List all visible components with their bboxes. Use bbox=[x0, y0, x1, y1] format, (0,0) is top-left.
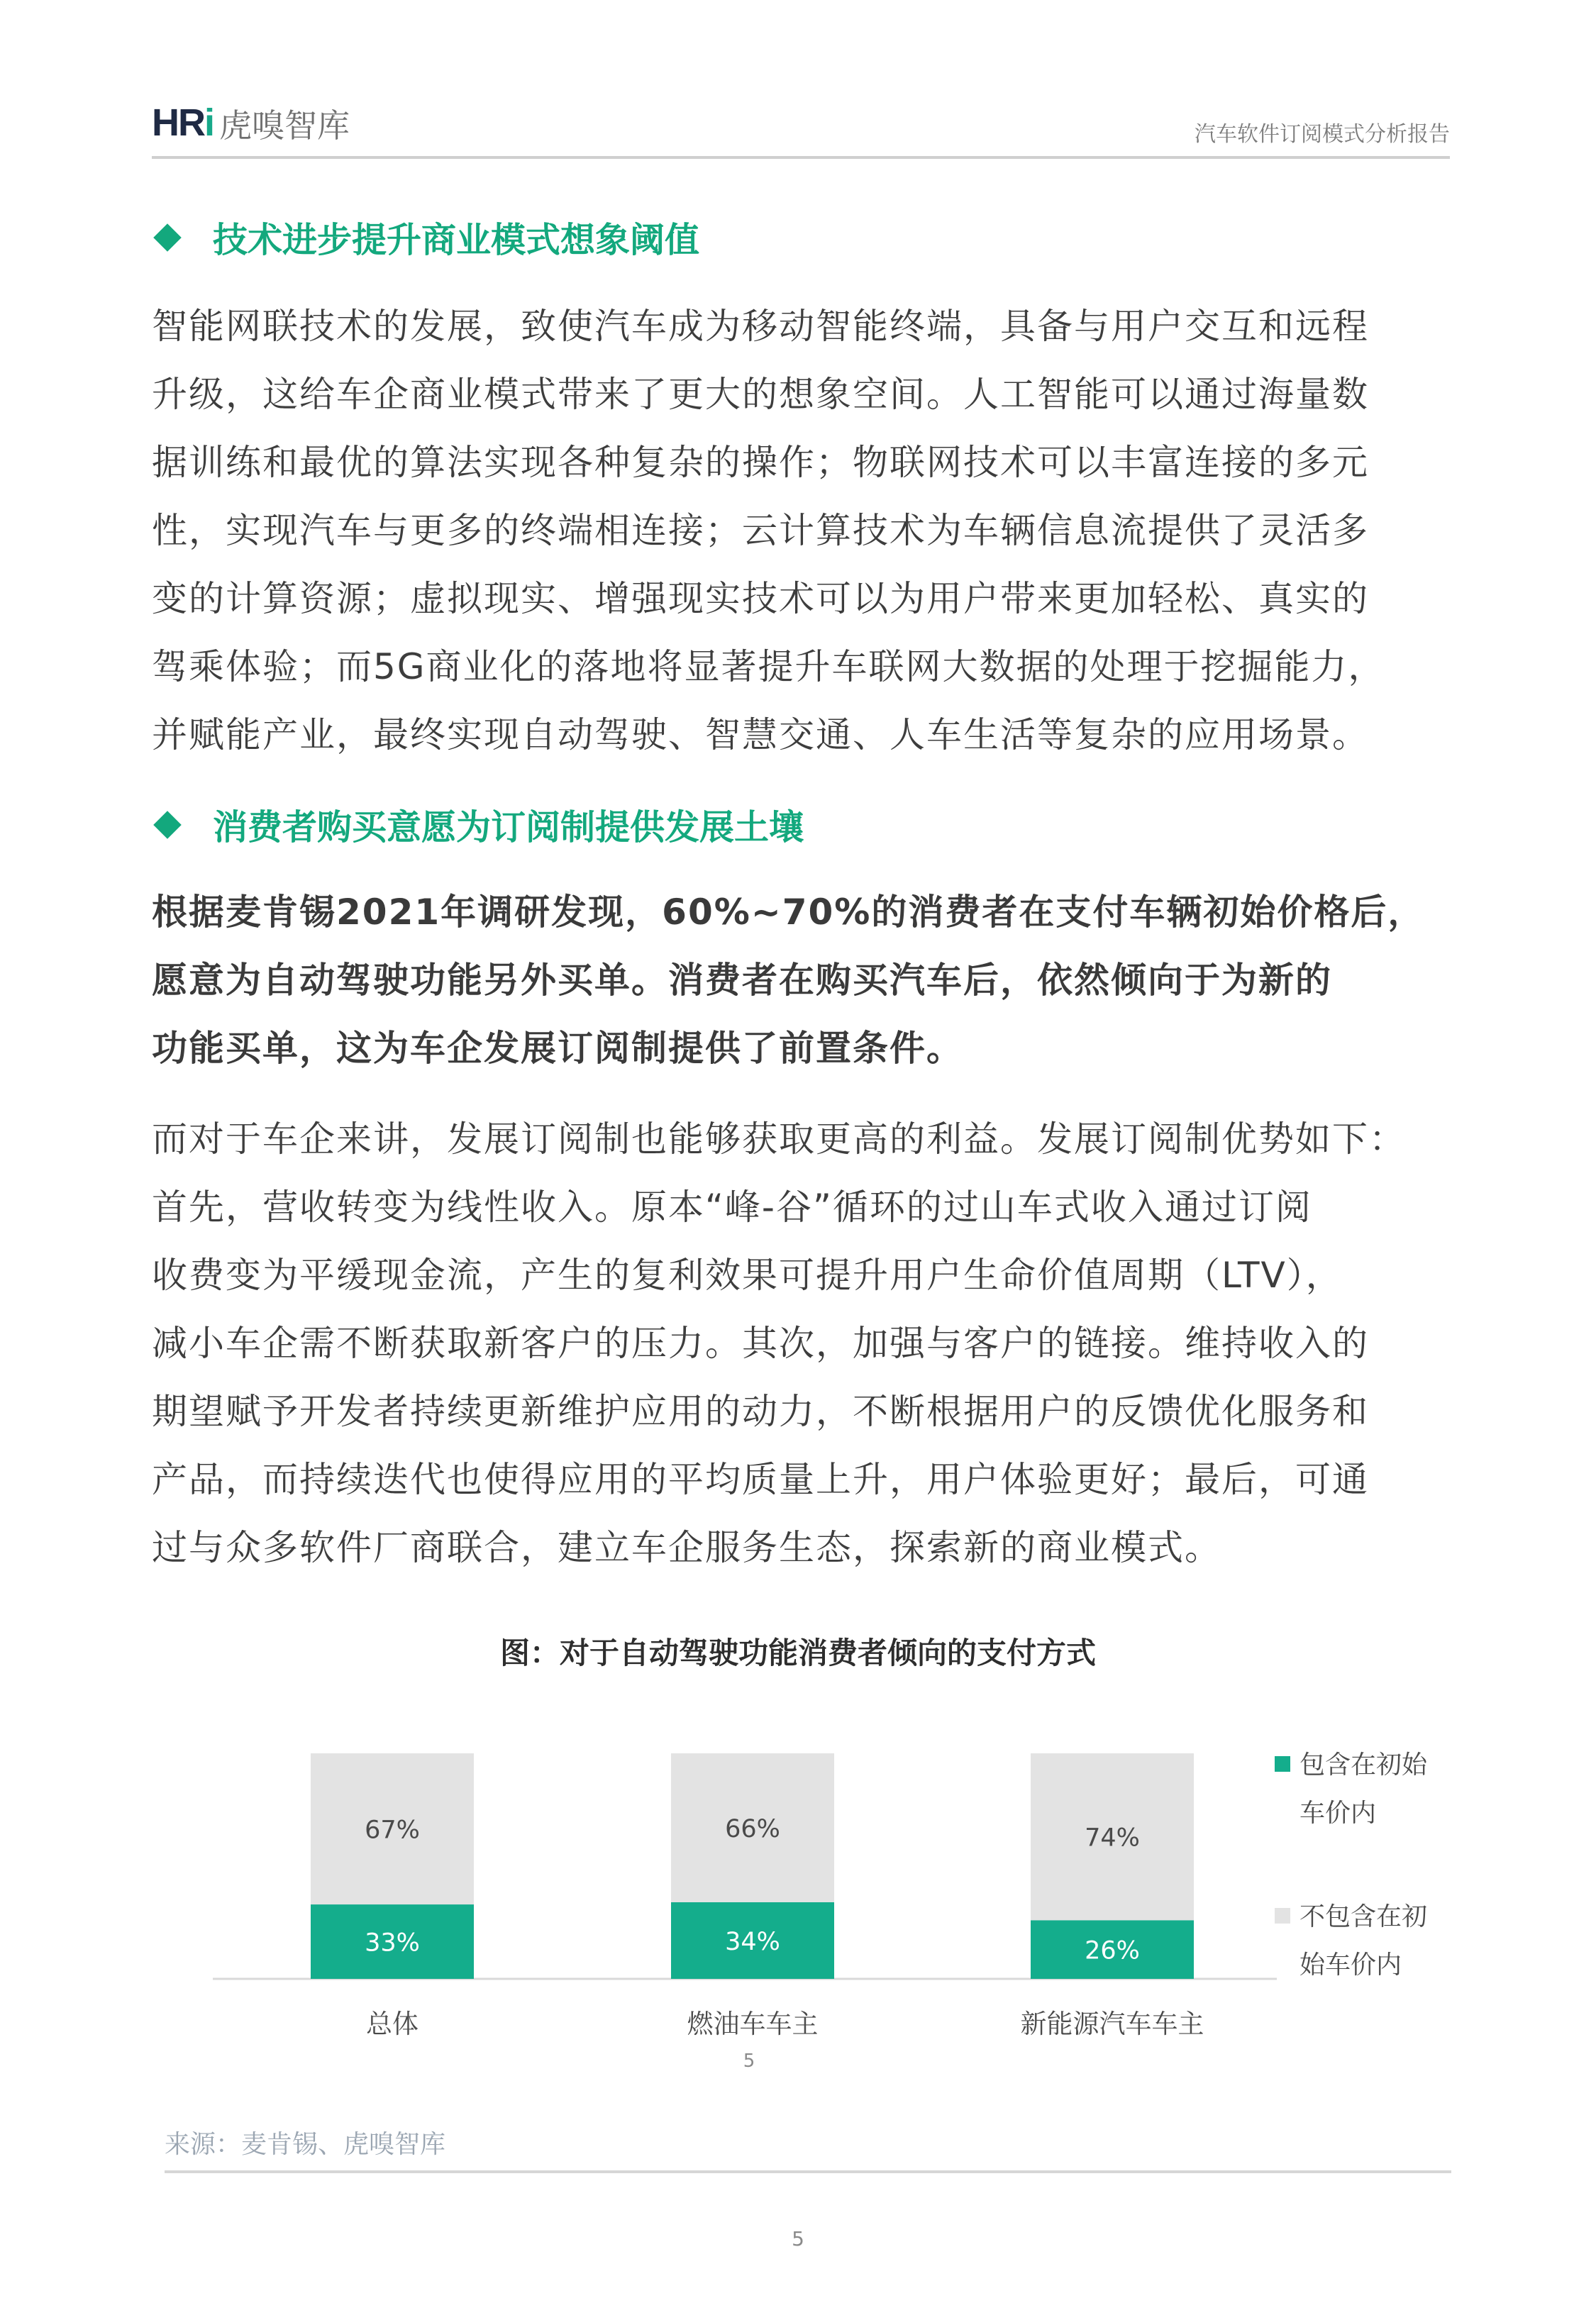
text-line: 性，实现汽车与更多的终端相连接；云计算技术为车辆信息流提供了灵活多 bbox=[152, 510, 1369, 551]
text-line: 驾乘体验；而5G商业化的落地将显著提升车联网大数据的处理于挖掘能力， bbox=[152, 646, 1385, 687]
data-label: 34% bbox=[725, 1927, 780, 1956]
data-label: 26% bbox=[1085, 1936, 1140, 1965]
text-line: 功能买单，这为车企发展订阅制提供了前置条件。 bbox=[152, 1028, 963, 1069]
text-line: 并赋能产业，最终实现自动驾驶、智慧交通、人车生活等复杂的应用场景。 bbox=[152, 714, 1369, 755]
logo-mark: HRi bbox=[152, 101, 214, 144]
text-line: 升级，这给车企商业模式带来了更大的想象空间。人工智能可以通过海量数 bbox=[152, 374, 1369, 415]
data-label: 33% bbox=[365, 1929, 420, 1958]
legend-swatch bbox=[1275, 1756, 1290, 1772]
text-line: 智能网联技术的发展，致使汽车成为移动智能终端，具备与用户交互和远程 bbox=[152, 306, 1369, 347]
text-line: 首先，营收转变为线性收入。原本“峰-谷”循环的过山车式收入通过订阅 bbox=[152, 1187, 1312, 1228]
data-label: 66% bbox=[725, 1814, 780, 1843]
text-line: 产品，而持续迭代也使得应用的平均质量上升，用户体验更好；最后，可通 bbox=[152, 1459, 1369, 1500]
section-heading-text: 消费者购买意愿为订阅制提供发展土壤 bbox=[213, 807, 804, 848]
category-label: 新能源汽车车主 bbox=[1020, 2009, 1204, 2039]
report-title: 汽车软件订阅模式分析报告 bbox=[1195, 122, 1450, 147]
page-number: 5 bbox=[792, 2227, 804, 2251]
text-line: 根据麦肯锡2021年调研发现，60%~70%的消费者在支付车辆初始价格后， bbox=[152, 892, 1425, 933]
legend-label: 包含在初始 bbox=[1299, 1750, 1428, 1780]
text-line: 据训练和最优的算法实现各种复杂的操作；物联网技术可以丰富连接的多元 bbox=[152, 442, 1369, 483]
text-line: 期望赋予开发者持续更新维护应用的动力，不断根据用户的反馈优化服务和 bbox=[152, 1391, 1369, 1432]
text-line: 过与众多软件厂商联合，建立车企服务生态，探索新的商业模式。 bbox=[152, 1527, 1221, 1568]
legend-label: 车价内 bbox=[1299, 1799, 1377, 1828]
source-note: 来源：麦肯锡、虎嗅智库 bbox=[165, 2130, 446, 2159]
category-label: 燃油车车主 bbox=[687, 2009, 819, 2039]
data-label: 67% bbox=[365, 1816, 420, 1845]
chart-page-mark: 5 bbox=[743, 2050, 755, 2072]
legend-label: 不包含在初 bbox=[1299, 1902, 1428, 1931]
legend-label: 始车价内 bbox=[1299, 1950, 1402, 1980]
category-label: 总体 bbox=[366, 2009, 419, 2039]
text-line: 变的计算资源；虚拟现实、增强现实技术可以为用户带来更加轻松、真实的 bbox=[152, 578, 1369, 619]
legend-swatch bbox=[1275, 1908, 1290, 1924]
chart-title: 图：对于自动驾驶功能消费者倾向的支付方式 bbox=[499, 1636, 1096, 1670]
data-label: 74% bbox=[1085, 1824, 1140, 1853]
text-line: 愿意为自动驾驶功能另外买单。消费者在购买汽车后，依然倾向于为新的 bbox=[152, 960, 1332, 1001]
divider bbox=[165, 2170, 1451, 2173]
text-line: 收费变为平缓现金流，产生的复利效果可提升用户生命价值周期（LTV）， bbox=[152, 1255, 1343, 1296]
text-line: 减小车企需不断获取新客户的压力。其次，加强与客户的链接。维持收入的 bbox=[152, 1323, 1369, 1364]
section-heading-text: 技术进步提升商业模式想象阈值 bbox=[213, 220, 700, 260]
text-line: 而对于车企来讲，发展订阅制也能够获取更高的利益。发展订阅制优势如下： bbox=[152, 1119, 1406, 1160]
logo-text: 虎嗅智库 bbox=[219, 106, 350, 145]
